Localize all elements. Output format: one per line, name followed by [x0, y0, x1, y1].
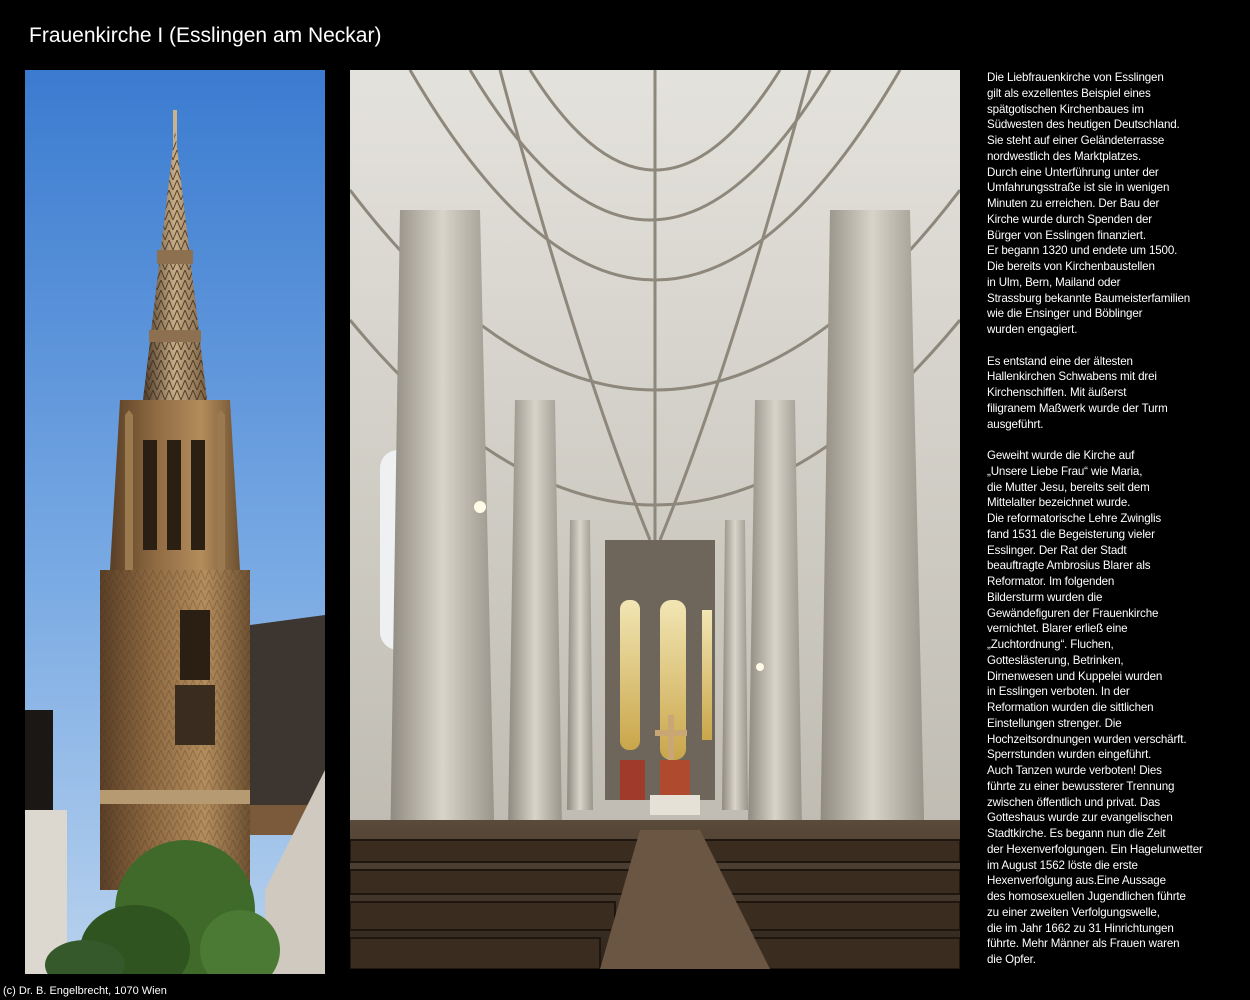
- text-line: Er begann 1320 und endete um 1500.: [987, 244, 1178, 258]
- church-description: [987, 70, 1245, 984]
- church-interior-photo: [350, 70, 960, 969]
- text-line: in Esslingen verboten. In der: [987, 685, 1130, 699]
- text-line: wurden engagiert.: [987, 323, 1078, 336]
- text-line: der Hexenverfolgungen. Ein Hagelunwetter: [987, 842, 1203, 856]
- text-line: filigranem Maßwerk wurde der Turm: [987, 401, 1168, 415]
- text-line: vernichtet. Blarer erließ eine: [987, 622, 1128, 636]
- text-line: Gotteshaus wurde zur evangelischen: [987, 811, 1173, 825]
- text-line: Einstellungen strenger. Die: [987, 716, 1122, 730]
- text-line: Minuten zu erreichen. Der Bau der: [987, 197, 1160, 210]
- text-line: Kirche wurde durch Spenden der: [987, 212, 1153, 226]
- description-paragraph-1: [987, 70, 1245, 338]
- text-line: führte zu einer bewussterer Trennung: [987, 779, 1175, 793]
- text-line: Hexenverfolgung aus.Eine Aussage: [987, 874, 1166, 888]
- description-paragraph-3: [987, 448, 1245, 968]
- text-line: zu einer zweiten Verfolgungswelle,: [987, 905, 1160, 919]
- text-line: zwischen öffentlich und privat. Das: [987, 795, 1161, 809]
- text-line: Stadtkirche. Es begann nun die Zeit: [987, 827, 1166, 840]
- text-line: Kirchenschiffen. Mit äußerst: [987, 386, 1127, 399]
- text-line: die Mutter Jesu, bereits seit dem: [987, 480, 1150, 494]
- text-line: Auch Tanzen wurde verboten! Dies: [987, 764, 1162, 777]
- text-line: wie die Ensinger und Böblinger: [987, 307, 1143, 321]
- text-line: Geweiht wurde die Kirche auf: [987, 449, 1135, 462]
- text-line: führte. Mehr Männer als Frauen waren: [987, 937, 1180, 951]
- text-line: Gotteslästerung, Betrinken,: [987, 653, 1124, 667]
- text-line: spätgotischen Kirchenbaues im: [987, 102, 1144, 116]
- text-line: „Zuchtordnung“. Fluchen,: [987, 638, 1114, 651]
- copyright-footer: (c) Dr. B. Engelbrecht, 1070 Wien: [3, 985, 167, 997]
- text-line: die im Jahr 1662 zu 31 Hinrichtungen: [987, 921, 1174, 935]
- text-line: im August 1562 löste die erste: [987, 858, 1138, 872]
- text-line: nordwestlich des Marktplatzes.: [987, 149, 1142, 163]
- text-line: Strassburg bekannte Baumeisterfamilien: [987, 291, 1191, 305]
- text-line: Dirnenwesen und Kuppelei wurden: [987, 669, 1163, 683]
- text-line: Sie steht auf einer Geländeterrasse: [987, 134, 1165, 147]
- text-line: Bürger von Esslingen finanziert.: [987, 228, 1146, 242]
- text-line: Gewändefiguren der Frauenkirche: [987, 606, 1159, 620]
- text-line: Es entstand eine der ältesten: [987, 354, 1133, 368]
- text-line: Die reformatorische Lehre Zwinglis: [987, 512, 1162, 525]
- text-line: Die Liebfrauenkirche von Esslingen: [987, 71, 1164, 84]
- description-paragraph-2: [987, 354, 1245, 433]
- text-line: Hallenkirchen Schwabens mit drei: [987, 370, 1157, 384]
- text-line: Mittelalter bezeichnet wurde.: [987, 496, 1131, 510]
- text-line: fand 1531 die Begeisterung vieler: [987, 527, 1155, 541]
- text-line: Die bereits von Kirchenbaustellen: [987, 260, 1155, 273]
- text-line: Südwesten des heutigen Deutschland.: [987, 118, 1180, 132]
- text-line: gilt als exzellentes Beispiel eines: [987, 86, 1151, 100]
- text-line: Reformator. Im folgenden: [987, 575, 1115, 588]
- page-title: Frauenkirche I (Esslingen am Neckar): [29, 24, 382, 47]
- church-tower-photo: [25, 70, 325, 974]
- text-line: Umfahrungsstraße ist sie in wenigen: [987, 181, 1170, 195]
- text-line: ausgeführt.: [987, 417, 1044, 431]
- text-line: Hochzeitsordnungen wurden verschärft.: [987, 732, 1187, 746]
- text-line: Durch eine Unterführung unter der: [987, 165, 1159, 179]
- text-line: Reformation wurden die sittlichen: [987, 701, 1154, 714]
- text-line: Sperrstunden wurden eingeführt.: [987, 748, 1152, 762]
- text-line: die Opfer.: [987, 953, 1036, 966]
- text-line: in Ulm, Bern, Mailand oder: [987, 275, 1121, 289]
- text-line: Esslinger. Der Rat der Stadt: [987, 543, 1127, 557]
- text-line: Bildersturm wurden die: [987, 590, 1103, 604]
- text-line: des homosexuellen Jugendlichen führte: [987, 890, 1186, 903]
- text-line: beauftragte Ambrosius Blarer als: [987, 559, 1151, 573]
- text-line: „Unsere Liebe Frau“ wie Maria,: [987, 464, 1143, 478]
